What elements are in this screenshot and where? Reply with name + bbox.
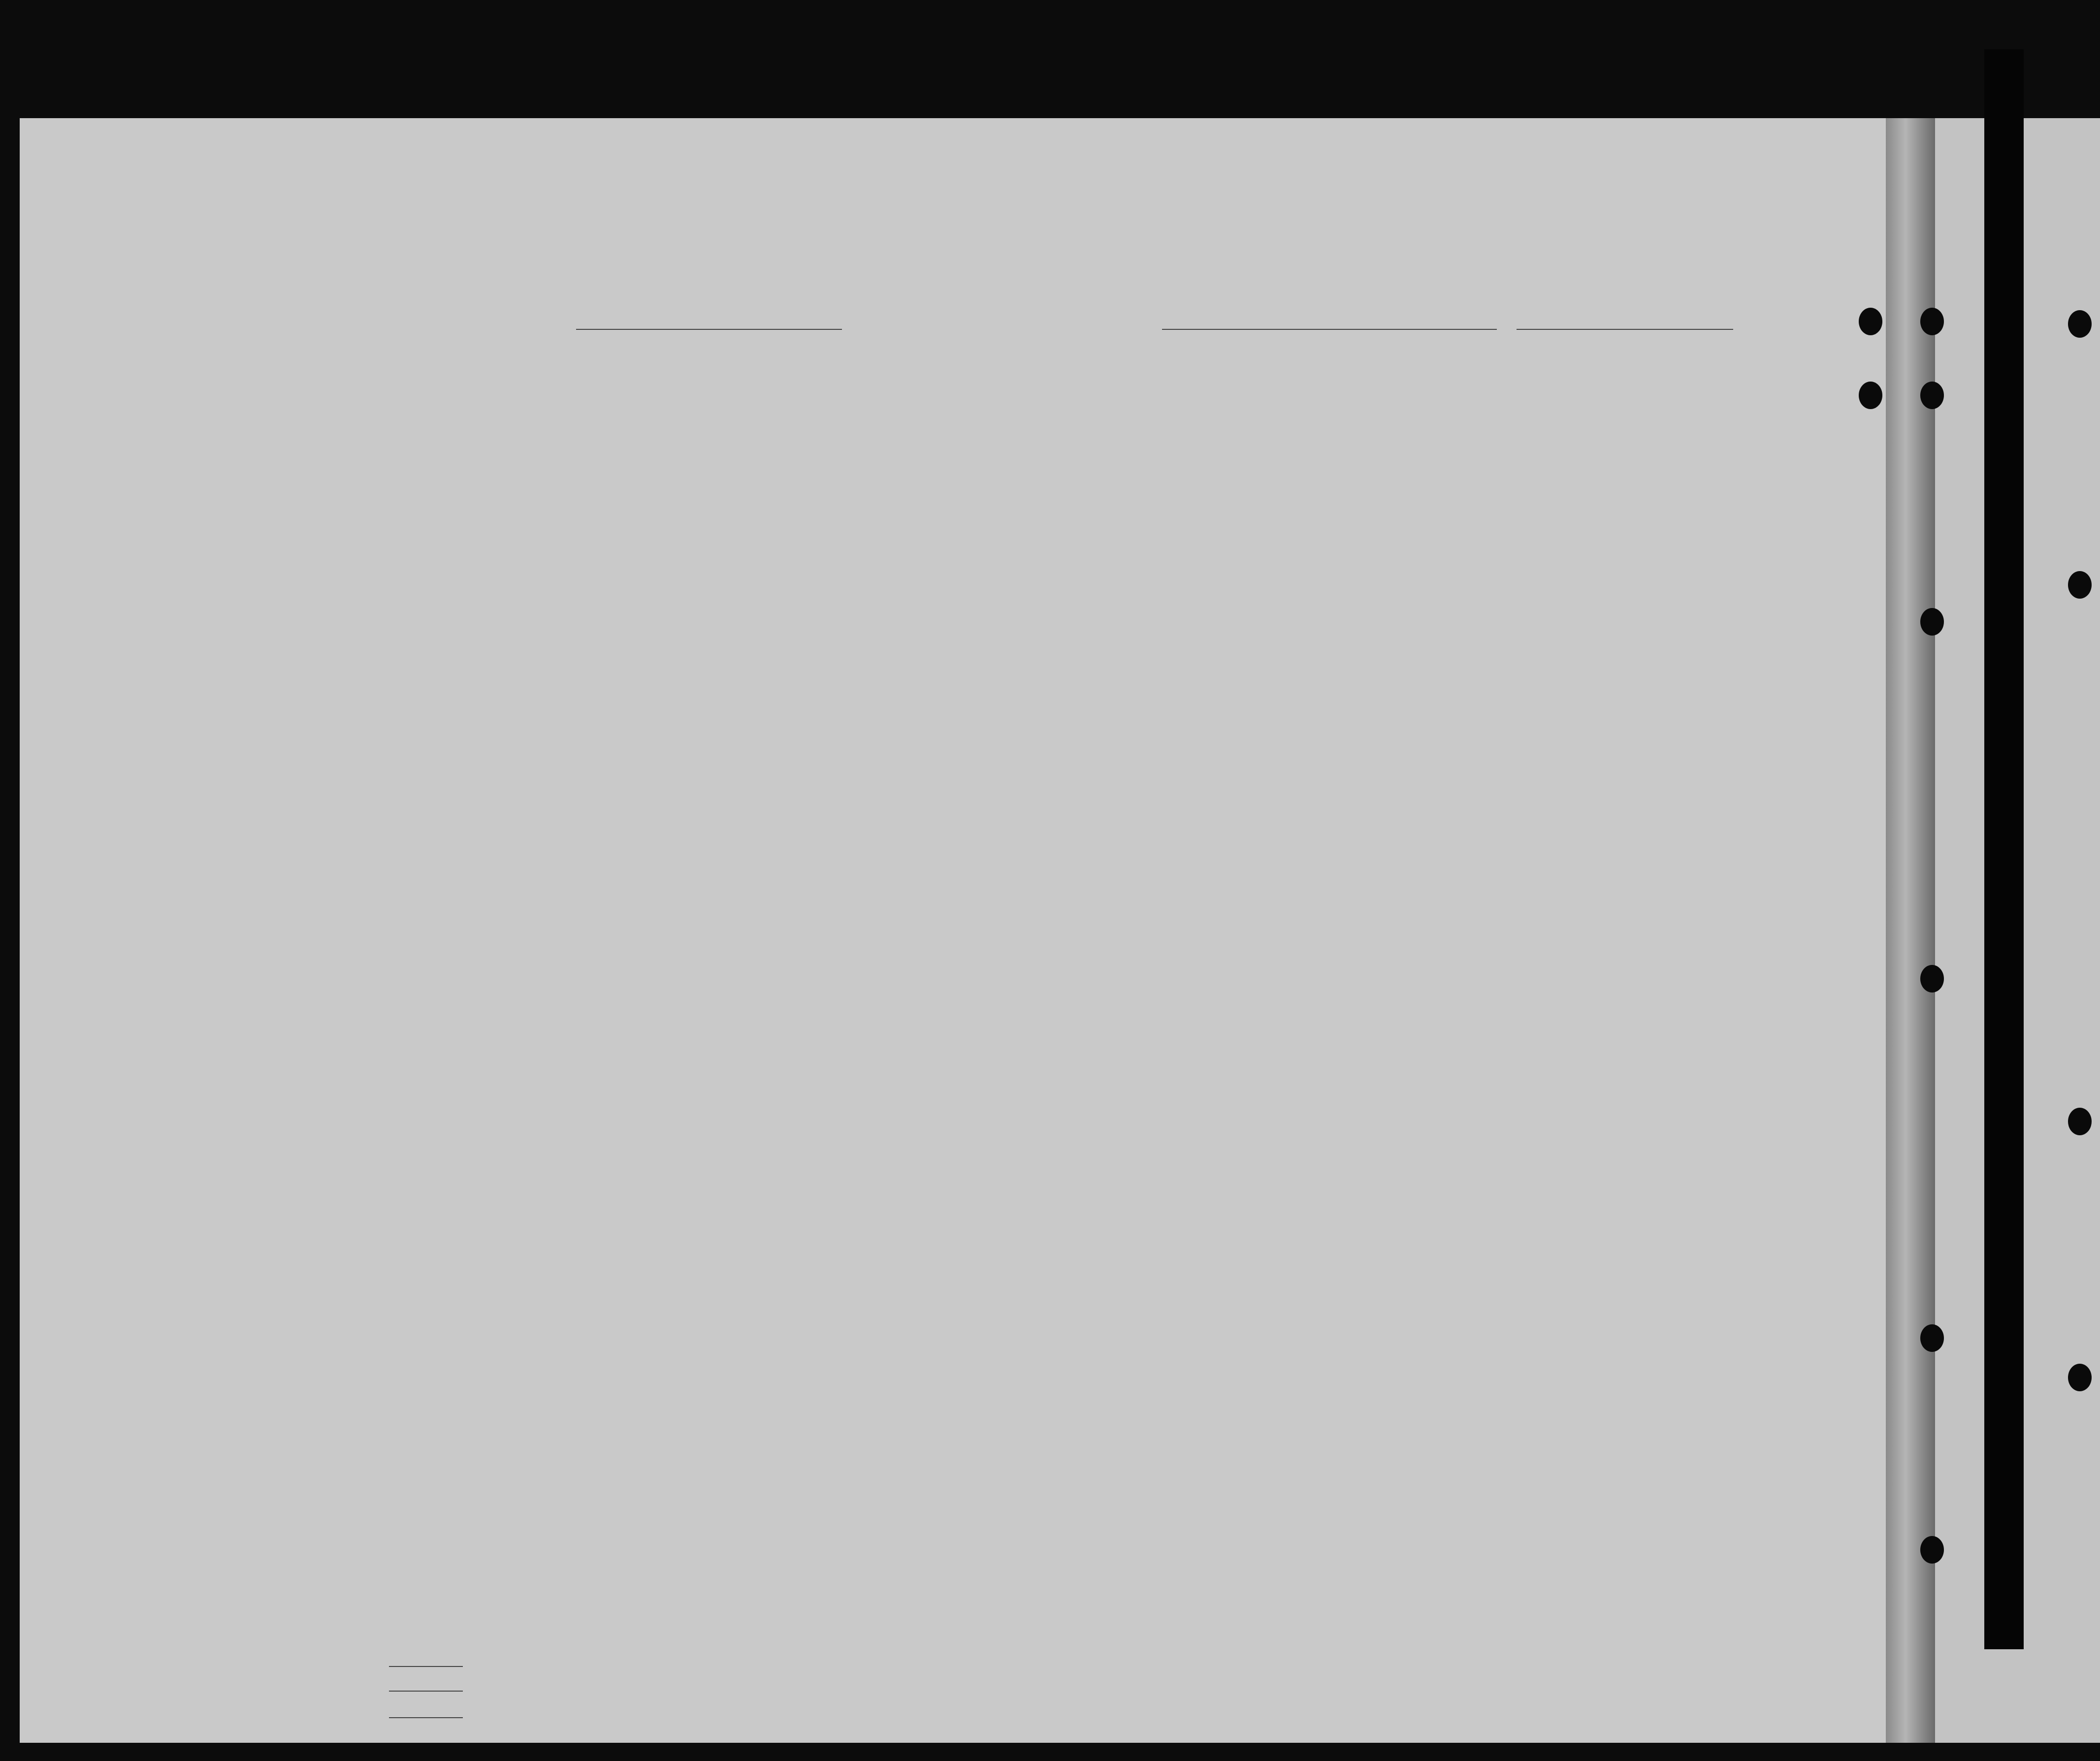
punch-hole — [1920, 1324, 1944, 1352]
punch-hole — [1859, 308, 1882, 335]
punch-hole — [2068, 571, 2092, 599]
torn-edge — [1984, 49, 2024, 1649]
punch-hole — [1920, 965, 1944, 993]
punch-hole — [2068, 1108, 2092, 1135]
punch-hole — [1920, 382, 1944, 409]
punch-hole — [2068, 310, 2092, 338]
manifest-sheet — [20, 118, 1906, 1743]
punch-hole — [1859, 382, 1882, 409]
punch-hole — [1920, 308, 1944, 335]
punch-hole — [1920, 608, 1944, 636]
punch-hole — [2068, 1364, 2092, 1391]
punch-hole — [1920, 1536, 1944, 1564]
page-fold — [1886, 118, 1935, 1743]
